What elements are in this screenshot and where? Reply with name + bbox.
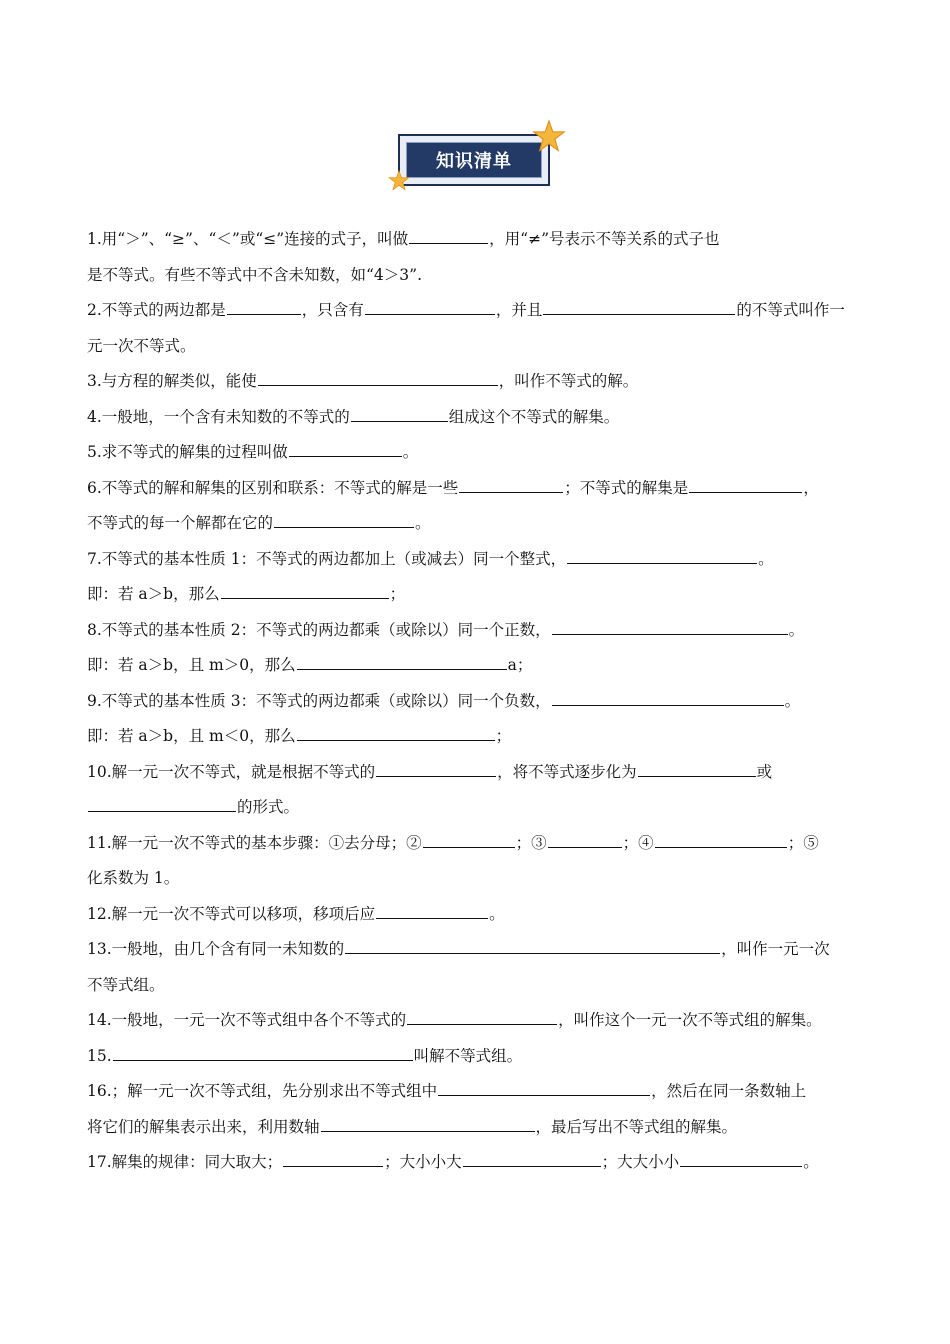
answer-blank[interactable] <box>376 759 496 776</box>
answer-blank[interactable] <box>438 1079 650 1096</box>
list-item-5: 5.求不等式的解集的过程叫做 。 <box>87 435 877 471</box>
list-item-11-cont: 化系数为 1。 <box>87 869 180 887</box>
answer-blank[interactable] <box>283 1150 383 1167</box>
list-item-14: 14.一般地，一元一次不等式组中各个不等式的 ，叫作这个一元一次不等式组的解集。 <box>87 1003 877 1039</box>
answer-blank[interactable] <box>459 475 563 492</box>
list-item-10-cont: 的形式。 <box>87 790 877 826</box>
list-item-6: 6.不等式的解和解集的区别和联系：不等式的解是一些 ；不等式的解集是 ， <box>87 471 877 507</box>
answer-blank[interactable] <box>548 830 622 847</box>
list-item-17: 17.解集的规律：同大取大； ；大小小大 ；大大小小 。 <box>87 1145 877 1181</box>
list-item-9: 9.不等式的基本性质 3：不等式的两边都乘（或除以）同一个负数， 。 <box>87 684 877 720</box>
answer-blank[interactable] <box>655 830 787 847</box>
list-item-8: 8.不等式的基本性质 2：不等式的两边都乘（或除以）同一个正数， 。 <box>87 613 877 649</box>
answer-blank[interactable] <box>567 546 757 563</box>
answer-blank[interactable] <box>227 298 301 315</box>
answer-blank[interactable] <box>376 901 488 918</box>
answer-blank[interactable] <box>221 582 389 599</box>
list-item-7-cont: 即：若 a＞b，那么 ； <box>87 577 877 613</box>
answer-blank[interactable] <box>552 688 784 705</box>
answer-blank[interactable] <box>88 795 236 812</box>
list-item-4: 4.一般地，一个含有未知数的不等式的 组成这个不等式的解集。 <box>87 400 877 436</box>
star-icon <box>388 170 410 192</box>
answer-blank[interactable] <box>552 617 788 634</box>
list-item-10: 10.解一元一次不等式，就是根据不等式的 ，将不等式逐步化为 或 <box>87 755 877 791</box>
list-item-1: 1.用“＞”、“≥”、“＜”或“≤”连接的式子，叫做 ，用“≠”号表示不等关系的式子也 <box>87 222 877 258</box>
knowledge-list <box>87 222 877 1181</box>
list-item-16: 16.；解一元一次不等式组，先分别求出不等式组中 ，然后在同一条数轴上 <box>87 1074 877 1110</box>
list-item-6-cont: 不等式的每一个解都在它的 。 <box>87 506 877 542</box>
answer-blank[interactable] <box>689 475 802 492</box>
list-item-12: 12.解一元一次不等式可以移项，移项后应 。 <box>87 897 877 933</box>
list-item-1-cont: 是不等式。有些不等式中不含未知数，如“4＞3”. <box>87 265 422 284</box>
answer-blank[interactable] <box>409 227 488 244</box>
list-item-9-cont: 即：若 a＞b，且 m＜0，那么 ； <box>87 719 877 755</box>
star-icon <box>532 120 566 154</box>
answer-blank[interactable] <box>351 404 448 421</box>
list-item-13: 13.一般地，由几个含有同一未知数的 ，叫作一元一次 <box>87 932 877 968</box>
list-item-2: 2.不等式的两边都是 ，只含有 ，并且 的不等式叫作一 <box>87 293 877 329</box>
answer-blank[interactable] <box>274 511 414 528</box>
list-item-2-cont: 元一次不等式。 <box>87 336 196 355</box>
answer-blank[interactable] <box>543 298 735 315</box>
section-title: 知识清单 <box>406 142 542 178</box>
answer-blank[interactable] <box>463 1150 601 1167</box>
answer-blank[interactable] <box>297 653 507 670</box>
section-badge <box>388 120 568 200</box>
answer-blank[interactable] <box>113 1043 413 1060</box>
list-item-11: 11.解一元一次不等式的基本步骤：①去分母；② ；③ ；④ ；⑤ <box>87 826 877 862</box>
answer-blank[interactable] <box>680 1150 802 1167</box>
list-item-8-cont: 即：若 a＞b，且 m＞0，那么 a； <box>87 648 877 684</box>
answer-blank[interactable] <box>423 830 515 847</box>
list-item-15: 15. 叫解不等式组。 <box>87 1039 877 1075</box>
badge-frame <box>398 134 550 186</box>
answer-blank[interactable] <box>321 1114 535 1131</box>
answer-blank[interactable] <box>289 440 402 457</box>
list-item-13-cont: 不等式组。 <box>87 975 165 994</box>
list-item-16-cont: 将它们的解集表示出来，利用数轴 ，最后写出不等式组的解集。 <box>87 1110 877 1146</box>
answer-blank[interactable] <box>365 298 495 315</box>
answer-blank[interactable] <box>407 1008 557 1025</box>
answer-blank[interactable] <box>345 937 720 954</box>
answer-blank[interactable] <box>297 724 495 741</box>
list-item-3: 3.与方程的解类似，能使 ，叫作不等式的解。 <box>87 364 877 400</box>
answer-blank[interactable] <box>638 759 756 776</box>
answer-blank[interactable] <box>258 369 498 386</box>
list-item-7: 7.不等式的基本性质 1：不等式的两边都加上（或减去）同一个整式， 。 <box>87 542 877 578</box>
